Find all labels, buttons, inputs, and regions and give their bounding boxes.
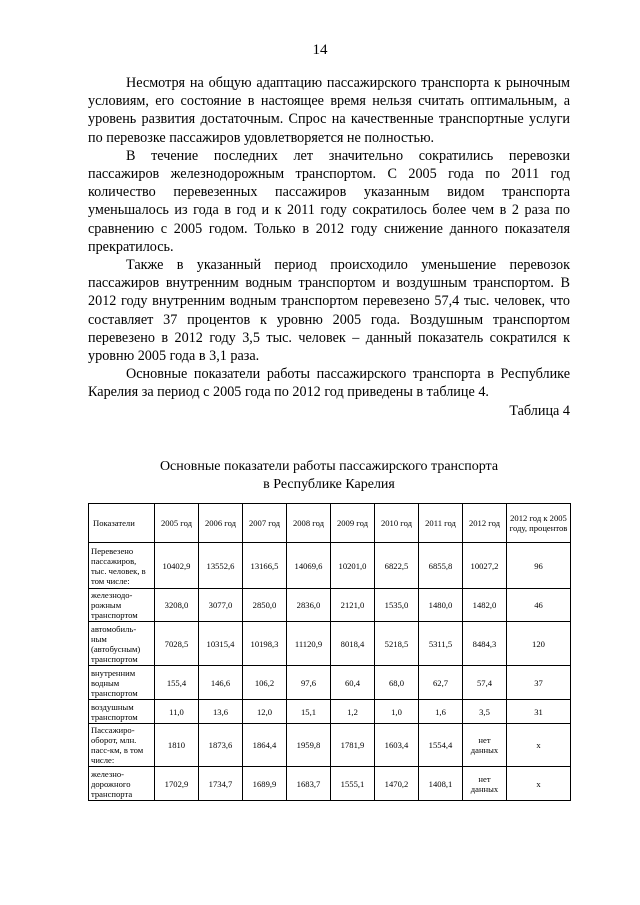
table-row: [89, 589, 571, 622]
table-title-line: в Республике Карелия: [263, 477, 395, 492]
table-cell: 10201,0: [331, 543, 375, 589]
table-cell: 1873,6: [199, 724, 243, 767]
paragraph: В течение последних лет значительно сократились перевозки пассажиров железнодорожным транспортом. С 2005 года по 2011 год количество перевезенных пассажиров указанным видом транспорта уменьшалось из года в год и к 2011 году сократилось более чем в 2 раза по сравнению с 2005 годом. Только в 2012 году снижение данного показателя прекратилось.: [88, 147, 570, 255]
table-cell: 1,6: [419, 700, 463, 724]
table-cell: 6855,8: [419, 543, 463, 589]
table-cell: 96: [507, 543, 571, 589]
table-cell: 3077,0: [199, 589, 243, 622]
table-cell: 5218,5: [375, 622, 419, 666]
table-caption: Таблица 4: [509, 402, 570, 419]
table-cell: 46: [507, 589, 571, 622]
column-header: 2011 год: [419, 504, 463, 543]
table-cell: 1959,8: [287, 724, 331, 767]
table-cell: 1535,0: [375, 589, 419, 622]
paragraph: Несмотря на общую адаптацию пассажирского транспорта к рыночным условиям, его состояние в настоящее время нельзя считать оптимальным, а уровень развития достаточным. Спрос на качественные транспортные услуги по перевозке пассажиров удовлетворяется не полностью.: [88, 75, 570, 146]
column-header: 2005 год: [155, 504, 199, 543]
column-header: 2007 год: [243, 504, 287, 543]
table-cell: 1555,1: [331, 767, 375, 801]
table-cell: 31: [507, 700, 571, 724]
table-cell: 10402,9: [155, 543, 199, 589]
table-cell: 1408,1: [419, 767, 463, 801]
table-cell: 10315,4: [199, 622, 243, 666]
column-header: 2009 год: [331, 504, 375, 543]
table-cell: 5311,5: [419, 622, 463, 666]
table-cell: 1,0: [375, 700, 419, 724]
table-title-line: Основные показатели работы пассажирского транспорта: [159, 459, 499, 474]
table-header-row: [89, 504, 571, 543]
table-cell: 1781,9: [331, 724, 375, 767]
table-cell: 7028,5: [155, 622, 199, 666]
table-cell: 1683,7: [287, 767, 331, 801]
table-cell: 37: [507, 666, 571, 700]
row-label-cell: железно-дорожного транспорта: [89, 767, 155, 801]
row-label-cell: Перевезено пассажиров, тыс. человек, в том числе:: [89, 543, 155, 589]
table-cell: х: [507, 767, 571, 801]
table-row: [89, 724, 571, 767]
table-row: [89, 543, 571, 589]
table-cell: 1554,4: [419, 724, 463, 767]
table-cell: 3208,0: [155, 589, 199, 622]
table-cell: 120: [507, 622, 571, 666]
table-cell: 6822,5: [375, 543, 419, 589]
table-cell: 155,4: [155, 666, 199, 700]
table-cell: 57,4: [463, 666, 507, 700]
indicators-table: [88, 503, 571, 801]
table-cell: 10027,2: [463, 543, 507, 589]
table-cell: х: [507, 724, 571, 767]
table-cell: 15,1: [287, 700, 331, 724]
paragraph: Также в указанный период происходило уменьшение перевозок пассажиров внутренним водным транспортом и воздушным транспортом. В 2012 году внутренним водным транспортом перевезено 57,4 тыс. человек, что составляет 37 процентов к уровню 2005 года. Воздушным транспортом перевезено в 2012 году 3,5 тыс. человек – данный показатель сократился к уровню 2005 года в 3,1 раза.: [88, 257, 570, 365]
row-label-cell: внутренним водным транспортом: [89, 666, 155, 700]
row-label-cell: воздушным транспортом: [89, 700, 155, 724]
table-row: [89, 700, 571, 724]
table-cell: 11120,9: [287, 622, 331, 666]
table-cell: 2850,0: [243, 589, 287, 622]
table-row: [89, 622, 571, 666]
table-cell: 12,0: [243, 700, 287, 724]
table-cell: 13,6: [199, 700, 243, 724]
table-cell: 14069,6: [287, 543, 331, 589]
table-cell: 10198,3: [243, 622, 287, 666]
table-cell: нет данных: [463, 724, 507, 767]
paragraph: Основные показатели работы пассажирского транспорта в Республике Карелия за период с 2005 года по 2012 год приведены в таблице 4.: [88, 366, 570, 401]
table-cell: 60,4: [331, 666, 375, 700]
table-cell: 1480,0: [419, 589, 463, 622]
table-cell: 1689,9: [243, 767, 287, 801]
column-header: 2010 год: [375, 504, 419, 543]
row-label-cell: Пассажиро-оборот, млн. пасс-км, в том числе:: [89, 724, 155, 767]
table-cell: 8484,3: [463, 622, 507, 666]
table-row: [89, 767, 571, 801]
table-cell: 68,0: [375, 666, 419, 700]
column-header: 2012 год к 2005 году, процентов: [507, 504, 571, 543]
table-cell: 2836,0: [287, 589, 331, 622]
table-cell: 2121,0: [331, 589, 375, 622]
table-cell: 1702,9: [155, 767, 199, 801]
table-cell: 13166,5: [243, 543, 287, 589]
table-cell: 62,7: [419, 666, 463, 700]
column-header: 2012 год: [463, 504, 507, 543]
table-cell: 1603,4: [375, 724, 419, 767]
table-cell: 8018,4: [331, 622, 375, 666]
column-header: Показатели: [89, 504, 155, 543]
body-text: [88, 74, 570, 420]
table-cell: 1470,2: [375, 767, 419, 801]
table-cell: 1,2: [331, 700, 375, 724]
table-cell: 146,6: [199, 666, 243, 700]
table-row: [89, 666, 571, 700]
table-cell: 3,5: [463, 700, 507, 724]
column-header: 2008 год: [287, 504, 331, 543]
table-cell: 97,6: [287, 666, 331, 700]
table-cell: нет данных: [463, 767, 507, 801]
table-cell: 1864,4: [243, 724, 287, 767]
table-cell: 1734,7: [199, 767, 243, 801]
table-cell: 11,0: [155, 700, 199, 724]
row-label-cell: автомобиль-ным (автобусным) транспортом: [89, 622, 155, 666]
row-label-cell: железнодо-рожным транспортом: [89, 589, 155, 622]
column-header: 2006 год: [199, 504, 243, 543]
table-cell: 106,2: [243, 666, 287, 700]
table-cell: 1810: [155, 724, 199, 767]
table-cell: 1482,0: [463, 589, 507, 622]
table-title: [88, 458, 570, 494]
page-number: 14: [312, 42, 328, 58]
table-cell: 13552,6: [199, 543, 243, 589]
